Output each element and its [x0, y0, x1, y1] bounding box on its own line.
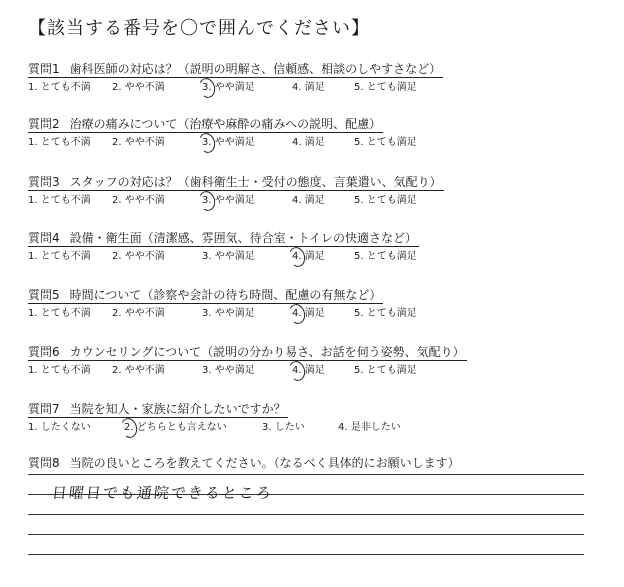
- answer-option[interactable]: 5. とても満足: [354, 195, 417, 206]
- answer-option[interactable]: 2. やや不満: [112, 308, 165, 319]
- question-number: 質問7: [28, 402, 60, 416]
- question-6: [28, 341, 568, 378]
- answer-option[interactable]: 1. とても不満: [28, 308, 91, 319]
- answer-options: [28, 250, 568, 264]
- answer-option[interactable]: 2. やや不満: [112, 251, 165, 262]
- answer-option[interactable]: 4. 満足: [292, 364, 346, 378]
- answer-option[interactable]: 3. やや満足: [202, 81, 284, 95]
- answer-option[interactable]: 4. 満足: [292, 82, 325, 93]
- answer-option[interactable]: 3. やや満足: [202, 365, 255, 376]
- question-1: [28, 58, 568, 95]
- answer-options: [28, 81, 568, 95]
- answer-line: [28, 474, 584, 475]
- question-number: 質問1: [28, 62, 60, 76]
- question-5: [28, 284, 568, 321]
- answer-option[interactable]: 2. やや不満: [112, 195, 165, 206]
- answer-options: [28, 421, 568, 435]
- answer-option[interactable]: 4. 満足: [292, 250, 346, 264]
- answer-option[interactable]: 1. とても不満: [28, 82, 91, 93]
- answer-option[interactable]: 2. やや不満: [112, 137, 165, 148]
- question-text: 治療の痛みについて（治療や麻酔の痛みへの説明、配慮）: [69, 117, 382, 131]
- answer-option[interactable]: 3. やや満足: [202, 308, 255, 319]
- question-text: カウンセリングについて（説明の分かり易さ、お話を伺う姿勢、気配り）: [69, 345, 465, 359]
- question-heading: [28, 287, 383, 304]
- question-8-heading: [28, 455, 462, 471]
- question-text: 当院を知人・家族に紹介したいですか？: [69, 402, 286, 416]
- answer-option[interactable]: 5. とても満足: [354, 365, 417, 376]
- question-2: [28, 113, 568, 150]
- question-number: 質問4: [28, 231, 60, 245]
- question-4: [28, 227, 568, 264]
- answer-option[interactable]: 5. とても満足: [354, 251, 417, 262]
- answer-option[interactable]: 1. とても不満: [28, 365, 91, 376]
- question-heading: [28, 174, 444, 191]
- answer-options: [28, 364, 568, 378]
- answer-options: [28, 307, 568, 321]
- question-number: 質問5: [28, 288, 60, 302]
- answer-option[interactable]: 5. とても満足: [354, 137, 417, 148]
- answer-option[interactable]: 1. とても不満: [28, 137, 91, 148]
- question-heading: [28, 61, 443, 78]
- answer-option[interactable]: 1. とても不満: [28, 251, 91, 262]
- answer-options: [28, 136, 568, 150]
- question-text: 時間について（診察や会計の待ち時間、配慮の有無など）: [69, 288, 382, 302]
- question-text: 当院の良いところを教えてください。（なるべく具体的にお願いします）: [69, 456, 460, 470]
- question-text: 設備・衛生面（清潔感、雰囲気、待合室・トイレの快適さなど）: [69, 231, 418, 245]
- answer-options: [28, 194, 568, 208]
- question-3: [28, 171, 568, 208]
- answer-option[interactable]: 3. したい: [262, 422, 305, 433]
- answer-option[interactable]: 4. 是非したい: [338, 422, 401, 433]
- answer-line: [28, 554, 584, 555]
- question-heading: [28, 344, 467, 361]
- question-number: 質問8: [28, 456, 60, 470]
- form-title: 【該当する番号を〇で囲んでください】: [28, 18, 370, 39]
- answer-option[interactable]: 3. やや満足: [202, 136, 284, 150]
- answer-option[interactable]: 3. やや満足: [202, 194, 284, 208]
- answer-option[interactable]: 2. どちらとも言えない: [124, 421, 254, 435]
- answer-option[interactable]: 5. とても満足: [354, 308, 417, 319]
- answer-option[interactable]: 2. やや不満: [112, 82, 165, 93]
- answer-option[interactable]: 4. 満足: [292, 307, 346, 321]
- answer-option[interactable]: 1. とても不満: [28, 195, 91, 206]
- question-number: 質問3: [28, 175, 60, 189]
- answer-option[interactable]: 4. 満足: [292, 195, 325, 206]
- answer-option[interactable]: 4. 満足: [292, 137, 325, 148]
- question-number: 質問2: [28, 117, 60, 131]
- question-heading: [28, 401, 288, 418]
- answer-option[interactable]: 1. したくない: [28, 422, 91, 433]
- question-heading: [28, 116, 383, 133]
- question-7: [28, 398, 568, 435]
- question-text: スタッフの対応は？（歯科衛生士・受付の態度、言葉遣い、気配り）: [69, 175, 442, 189]
- answer-option[interactable]: 5. とても満足: [354, 82, 417, 93]
- answer-option[interactable]: 3. やや満足: [202, 251, 255, 262]
- answer-option[interactable]: 2. やや不満: [112, 365, 165, 376]
- question-text: 歯科医師の対応は？（説明の明解さ、信頼感、相談のしやすさなど）: [69, 62, 442, 76]
- question-number: 質問6: [28, 345, 60, 359]
- answer-line: [28, 514, 584, 515]
- question-8: [28, 452, 568, 471]
- question-heading: [28, 230, 419, 247]
- handwritten-answer[interactable]: 日曜日でも通院できるところ: [51, 484, 274, 502]
- answer-line: [28, 534, 584, 535]
